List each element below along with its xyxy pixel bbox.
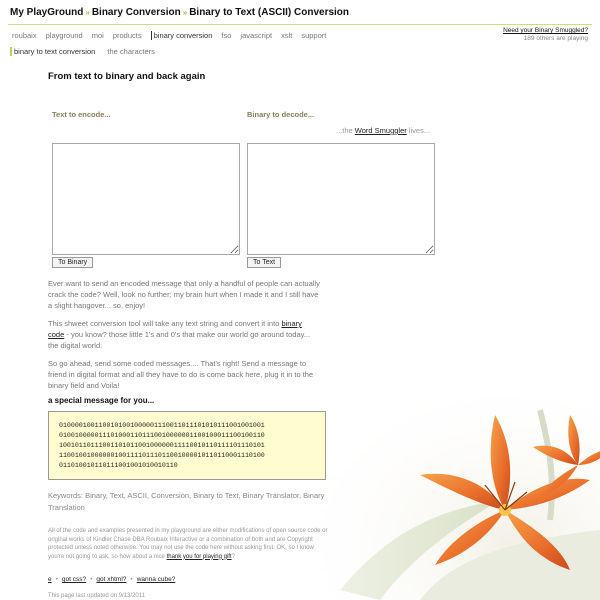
subnav-item-binary-to-text[interactable]: binary to text conversion bbox=[10, 47, 95, 56]
smuggler-suffix: lives... bbox=[408, 126, 431, 135]
nav-item-playground[interactable]: playground bbox=[45, 31, 83, 40]
description-text-end: - you know? those little 1's and 0's that make our world go around today... the digital world. bbox=[48, 330, 311, 350]
legal-text: All of the code and examples presented in my playground are either modifications of open source code or original works of Kindler Chase DBA Roubaix Interactive or a combination of both and are Copyright protected unless noted otherwise. You may not use the code here without asking first. OK, so I know you're not going to ask, so how about a nice bbox=[48, 528, 328, 560]
page-title: From text to binary and back again bbox=[48, 71, 206, 82]
promo bbox=[503, 27, 588, 43]
breadcrumb-separator: » bbox=[85, 8, 90, 17]
bullet-icon: • bbox=[55, 576, 58, 583]
footer-link-e[interactable]: e bbox=[48, 576, 52, 583]
smuggler-prefix: ...the bbox=[336, 126, 353, 135]
nav-item-javascript[interactable]: javascript bbox=[240, 31, 273, 40]
last-updated: This page last updated on 9/13/2011 bbox=[48, 593, 145, 599]
nav-item-moi[interactable]: moi bbox=[91, 31, 104, 40]
breadcrumb-current: Binary to Text (ASCII) Conversion bbox=[189, 7, 350, 18]
breadcrumb-home[interactable]: My PlayGround bbox=[10, 7, 84, 18]
header bbox=[0, 0, 600, 48]
footer-link-got-xhtml[interactable]: got xhtml? bbox=[96, 576, 127, 583]
description-paragraph bbox=[48, 318, 320, 351]
binary-code-link[interactable]: binary code bbox=[48, 319, 302, 339]
nav-item-support[interactable]: support bbox=[301, 31, 327, 40]
binary-message-box bbox=[48, 411, 326, 480]
special-message-heading: a special message for you... bbox=[48, 396, 155, 405]
legal-end: ? bbox=[231, 553, 235, 560]
bullet-icon: • bbox=[90, 576, 93, 583]
binary-line: 1001011011100110101100100000011110010110111101110101 bbox=[59, 442, 265, 449]
binary-line: 1100100100000010011110111011001000010110110001110100 bbox=[59, 452, 265, 459]
keywords: Keywords: Binary, Text, ASCII, Conversion, Binary to Text, Binary Translator, Binary Translation bbox=[48, 491, 325, 512]
binary-line: 0100100000111010001101110010000001100100011100100110 bbox=[59, 432, 265, 439]
footer-link-wanna-cube[interactable]: wanna cube? bbox=[136, 576, 176, 583]
description-text: This shweet conversion tool will take any text string and convert it into bbox=[48, 319, 280, 328]
binary-line: 0100001001100101001000001110011011101010111001001001 bbox=[59, 422, 265, 429]
breadcrumb-separator: » bbox=[182, 8, 188, 17]
nav-item-xslt[interactable]: xslt bbox=[281, 31, 293, 40]
promo-player-count: 189 others are playing bbox=[523, 35, 588, 42]
sub-nav bbox=[10, 47, 155, 56]
legal-notice bbox=[48, 527, 328, 561]
breadcrumb-binary-conversion[interactable]: Binary Conversion bbox=[91, 7, 181, 18]
subnav-item-characters[interactable]: the characters bbox=[107, 47, 155, 56]
promo-link[interactable]: Need your Binary Smuggled? bbox=[503, 27, 588, 34]
breadcrumb-title bbox=[10, 7, 349, 18]
nav-item-roubaix[interactable]: roubaix bbox=[12, 31, 37, 40]
bullet-icon: • bbox=[130, 576, 133, 583]
top-nav bbox=[12, 31, 335, 40]
binary-to-decode-input[interactable] bbox=[247, 143, 435, 255]
decode-label: Binary to decode... bbox=[247, 110, 315, 119]
instructions-paragraph: So go ahead, send some coded messages.... That's right! Send a message to friend in digital format and all they have to do is come back here, plug it in to the binary field and Voila! bbox=[48, 359, 314, 390]
text-to-encode-input[interactable] bbox=[52, 143, 240, 255]
footer-link-got-css[interactable]: got css? bbox=[61, 576, 87, 583]
to-binary-button[interactable]: To Binary bbox=[52, 257, 93, 268]
thank-you-gift-link[interactable]: thank you for playing gift bbox=[166, 553, 232, 560]
title-divider bbox=[8, 24, 592, 25]
word-smuggler-link[interactable]: Word Smuggler bbox=[354, 126, 407, 135]
encode-label: Text to encode... bbox=[52, 110, 111, 119]
flower-illustration bbox=[300, 370, 600, 600]
footer-links bbox=[48, 576, 175, 583]
nav-item-binary-conversion[interactable]: binary conversion bbox=[151, 31, 222, 40]
intro-paragraph: Ever want to send an encoded message that only a handful of people can actually crack the code? Well, look no further; my brain hurt when I made it and I still have a slight hangover... so, enjoy! bbox=[48, 279, 320, 310]
binary-line: 011010010110111001001010010110 bbox=[59, 462, 178, 469]
nav-item-fso[interactable]: fso bbox=[221, 31, 232, 40]
nav-item-products[interactable]: products bbox=[112, 31, 142, 40]
to-text-button[interactable]: To Text bbox=[247, 257, 281, 268]
smuggler-line bbox=[336, 126, 430, 135]
